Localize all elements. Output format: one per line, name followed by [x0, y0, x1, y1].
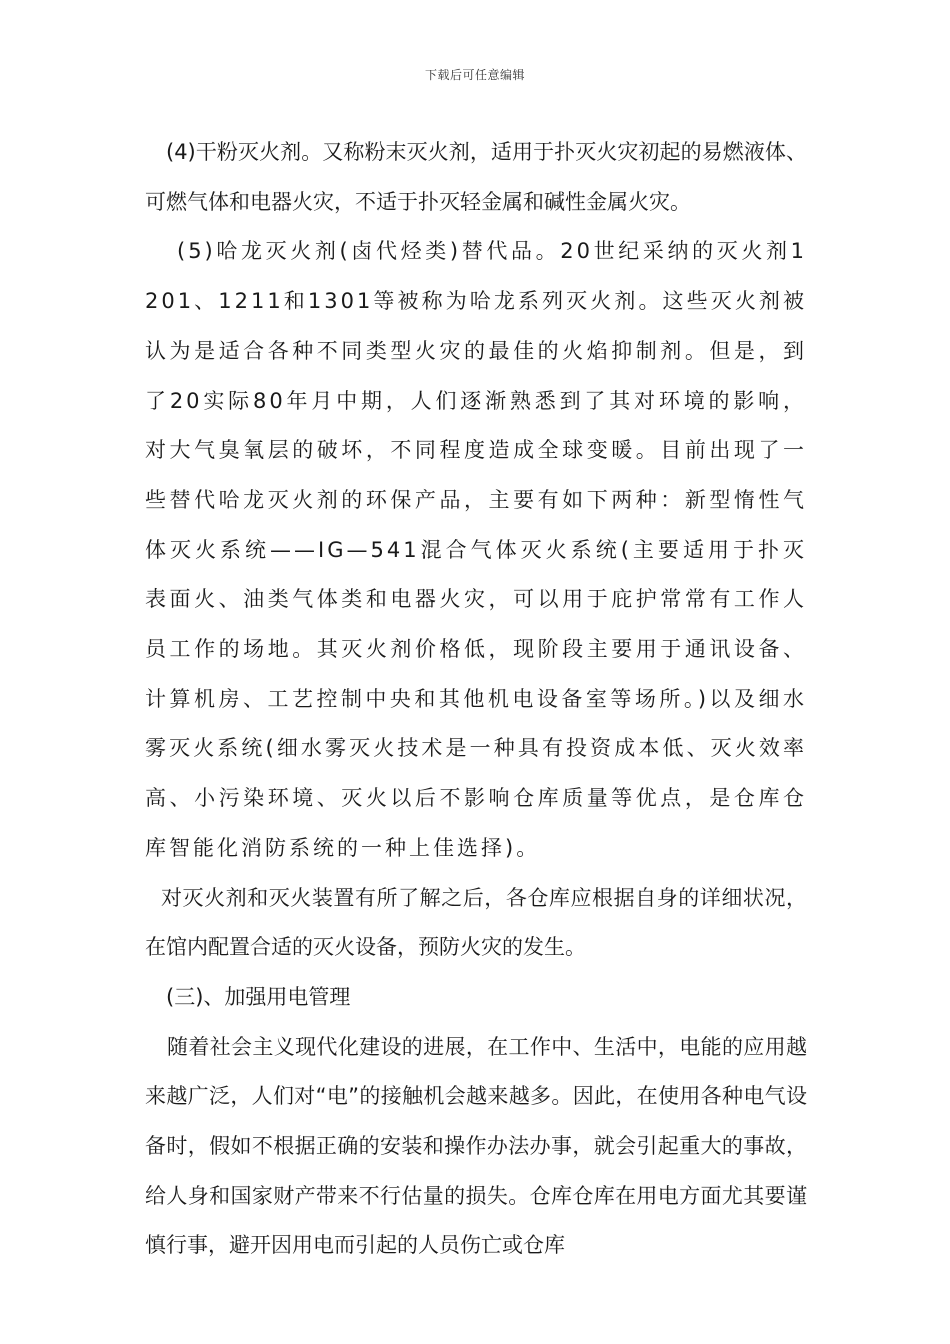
section-heading-electricity: (三)、加强用电管理 — [166, 984, 351, 1009]
paragraph-equipment-config: 对灭火剂和灭火装置有所了解之后，各仓库应根据自身的详细状况，在馆内配置合适的灭火设备，预防火灾的发生。 — [145, 885, 807, 960]
document-body — [145, 128, 807, 1271]
paragraph-halon-substitutes: (5)哈龙灭火剂(卤代烃类)替代品。20世纪采纳的灭火剂1201、1211和1301等被称为哈龙系列灭火剂。这些灭火剂被认为是适合各种不同类型火灾的最佳的火焰抑制剂。但是，到了20实际80年月中期，人们逐渐熟悉到了其对环境的影响，对大气臭氧层的破坏，不同程度造成全球变暖。目前出现了一些替代哈龙灭火剂的环保产品，主要有如下两种：新型惰性气体灭火系统——IG—541混合气体灭火系统(主要适用于扑灭表面火、油类气体类和电器火灾，可以用于庇护常常有工作人员工作的场地。其灭火剂价格低，现阶段主要用于通讯设备、计算机房、工艺控制中央和其他机电设备室等场所。)以及细水雾灭火系统(细水雾灭火技术是一种具有投资成本低、灭火效率高、小污染环境、灭火以后不影响仓库质量等优点，是仓库仓库智能化消防系统的一种上佳选择)。 — [145, 239, 807, 860]
paragraph-electricity-use: 随着社会主义现代化建设的进展，在工作中、生活中，电能的应用越来越广泛，人们对“电”的接触机会越来越多。因此，在使用各种电气设备时，假如不根据正确的安装和操作办法办事，就会引起重大的事故，给人身和国家财产带来不行估量的损失。仓库仓库在用电方面尤其要谨慎行事，避开因用电而引起的人员伤亡或仓库 — [145, 1034, 807, 1258]
paragraph-dry-powder: (4)干粉灭火剂。又称粉末灭火剂，适用于扑灭火灾初起的易燃液体、可燃气体和电器火灾，不适于扑灭轻金属和碱性金属火灾。 — [145, 140, 807, 214]
page-header: 下载后可任意编辑 — [424, 68, 525, 82]
